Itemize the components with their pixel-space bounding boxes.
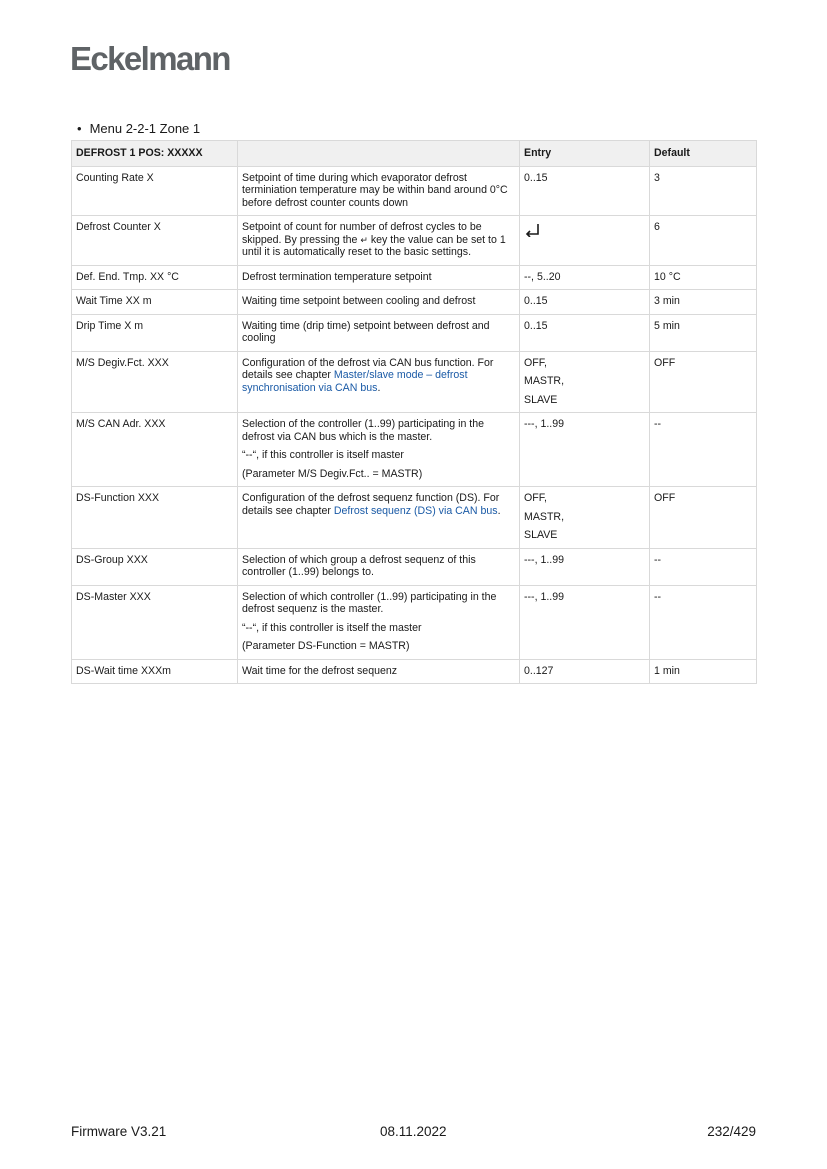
param-default: 5 min bbox=[650, 314, 757, 351]
param-description: Configuration of the defrost sequenz function (DS). For details see chapter Defrost sequenz (DS) via CAN bus. bbox=[238, 487, 520, 549]
param-entry: --, 5..20 bbox=[520, 265, 650, 290]
param-default: -- bbox=[650, 585, 757, 659]
param-name: Def. End. Tmp. XX °C bbox=[72, 265, 238, 290]
chapter-link-master-slave[interactable]: Master/slave mode – defrost synchronisation via CAN bus bbox=[242, 369, 468, 394]
table-row bbox=[72, 290, 757, 315]
param-name: Counting Rate X bbox=[72, 166, 238, 216]
param-name: Defrost Counter X bbox=[72, 216, 238, 266]
enter-key-icon bbox=[524, 223, 540, 237]
param-description: Wait time for the defrost sequenz bbox=[238, 659, 520, 684]
param-name: M/S Degiv.Fct. XXX bbox=[72, 351, 238, 413]
param-name: DS-Master XXX bbox=[72, 585, 238, 659]
header-default: Default bbox=[650, 141, 757, 167]
param-entry bbox=[520, 216, 650, 266]
param-entry: 0..127 bbox=[520, 659, 650, 684]
table-row bbox=[72, 314, 757, 351]
enter-key-icon: ↵ bbox=[360, 234, 368, 245]
table-row bbox=[72, 216, 757, 266]
param-name: M/S CAN Adr. XXX bbox=[72, 413, 238, 487]
chapter-link-defrost-sequenz[interactable]: Defrost sequenz (DS) via CAN bus bbox=[333, 504, 498, 517]
param-default: 1 min bbox=[650, 659, 757, 684]
param-description: Selection of which controller (1..99) participating in the defrost sequenz is the master. “--“, if this controller is itself the master (Parameter DS-Function = MASTR) bbox=[238, 585, 520, 659]
param-entry: ---, 1..99 bbox=[520, 585, 650, 659]
param-default: OFF bbox=[650, 351, 757, 413]
param-default: 6 bbox=[650, 216, 757, 266]
param-description: Waiting time (drip time) setpoint between defrost and cooling bbox=[238, 314, 520, 351]
table-row bbox=[72, 585, 757, 659]
param-default: 3 bbox=[650, 166, 757, 216]
table-row bbox=[72, 659, 757, 684]
param-default: OFF bbox=[650, 487, 757, 549]
parameter-table bbox=[71, 140, 757, 684]
param-entry: OFF, MASTR, SLAVE bbox=[520, 351, 650, 413]
param-entry: 0..15 bbox=[520, 290, 650, 315]
param-entry: ---, 1..99 bbox=[520, 548, 650, 585]
footer-page-number: 232/429 bbox=[707, 1124, 756, 1139]
param-name: DS-Group XXX bbox=[72, 548, 238, 585]
table-row bbox=[72, 548, 757, 585]
param-entry: 0..15 bbox=[520, 166, 650, 216]
param-description: Setpoint of count for number of defrost cycles to be skipped. By pressing the ↵ key the value can be set to 1 until it is automatically reset to the basic settings. bbox=[238, 216, 520, 266]
menu-title: Menu 2-2-1 Zone 1 bbox=[89, 121, 201, 136]
param-description: Waiting time setpoint between cooling and defrost bbox=[238, 290, 520, 315]
param-entry: ---, 1..99 bbox=[520, 413, 650, 487]
param-name: Wait Time XX m bbox=[72, 290, 238, 315]
table-row bbox=[72, 413, 757, 487]
footer-date: 08.11.2022 bbox=[380, 1124, 447, 1139]
table-header-row bbox=[72, 141, 757, 167]
header-parameter: DEFROST 1 POS: XXXXX bbox=[72, 141, 238, 167]
param-name: Drip Time X m bbox=[72, 314, 238, 351]
param-default: 3 min bbox=[650, 290, 757, 315]
param-name: DS-Wait time XXXm bbox=[72, 659, 238, 684]
param-description: Selection of the controller (1..99) participating in the defrost via CAN bus which is the master. “--“, if this controller is itself master (Parameter M/S Degiv.Fct.. = MASTR) bbox=[238, 413, 520, 487]
param-entry: 0..15 bbox=[520, 314, 650, 351]
param-entry: OFF, MASTR, SLAVE bbox=[520, 487, 650, 549]
param-name: DS-Function XXX bbox=[72, 487, 238, 549]
param-description: Setpoint of time during which evaporator defrost terminiation temperature may be within band around 0°C before defrost counter counts down bbox=[238, 166, 520, 216]
bullet-icon: • bbox=[77, 121, 82, 136]
param-default: 10 °C bbox=[650, 265, 757, 290]
param-description: Defrost termination temperature setpoint bbox=[238, 265, 520, 290]
menu-heading bbox=[77, 121, 200, 136]
table-row bbox=[72, 166, 757, 216]
header-entry: Entry bbox=[520, 141, 650, 167]
table-row bbox=[72, 487, 757, 549]
param-description: Selection of which group a defrost sequenz of this controller (1..99) belongs to. bbox=[238, 548, 520, 585]
header-description bbox=[238, 141, 520, 167]
table-row bbox=[72, 265, 757, 290]
param-default: -- bbox=[650, 413, 757, 487]
table-row bbox=[72, 351, 757, 413]
footer-firmware: Firmware V3.21 bbox=[71, 1124, 167, 1139]
param-description: Configuration of the defrost via CAN bus function. For details see chapter Master/slave mode – defrost synchronisation via CAN bus. bbox=[238, 351, 520, 413]
param-default: -- bbox=[650, 548, 757, 585]
brand-logo: Eckelmann bbox=[70, 40, 230, 77]
